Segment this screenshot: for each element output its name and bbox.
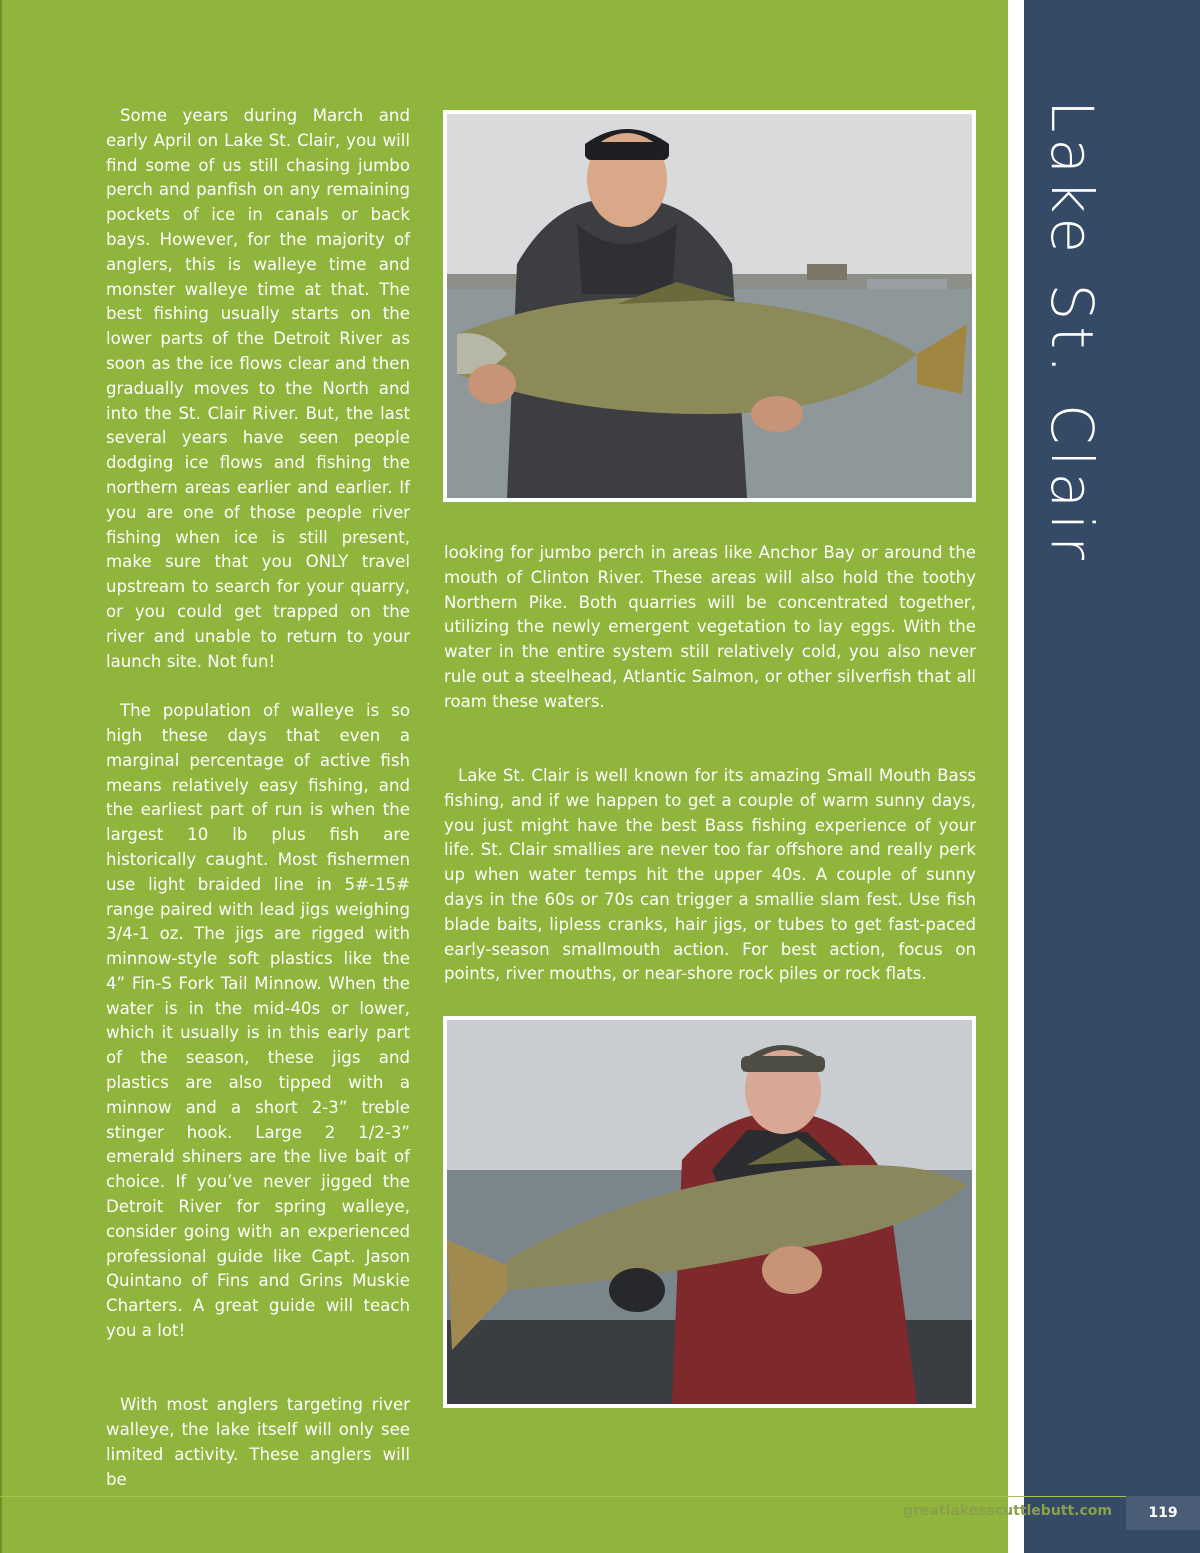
footer-divider [0, 1496, 1126, 1497]
walleye-photo-1-image [447, 114, 972, 498]
photo-angler-with-walleye-2 [443, 1016, 976, 1408]
left-text-column [106, 104, 410, 1493]
photo-angler-with-walleye-1 [443, 110, 976, 502]
paragraph-walleye-population: The population of walleye is so high these days that even a marginal percentage of active fish means relatively easy fishing, and the earliest part of run is when the largest 10 lb plus fish are historically caught. Most fishermen use light braided line in 5#-15# range paired with lead jigs weighing 3/4-1 oz. The jigs are rigged with minnow-style soft plastics like the 4” Fin-S Fork Tail Minnow. When the water is in the mid-40s or lower, which it usually is in this early part of the season, these jigs and plastics are also tipped with a minnow and a short 2-3” treble stinger hook. Large 2 1/2-3” emerald shiners are the live bait of choice. If you’ve never jigged the Detroit River for spring walleye, consider going with an experienced professional guide like Capt. Jason Quintano of Fins and Grins Muskie Charters. A great guide will teach you a lot! [106, 701, 410, 1341]
walleye-photo-2-image [447, 1020, 972, 1404]
footer-website-url: greatlakesscuttlebutt.com [902, 1503, 1112, 1519]
paragraph-intro: Some years during March and early April on Lake St. Clair, you will find some of us still chasing jumbo perch and panfish on any remaining pockets of ice in canals or back bays. However, for the majority of anglers, this is walleye time and monster walleye time at that. The best fishing usually starts on the lower parts of the Detroit River as soon as the ice flows clear and then gradually moves to the North and into the St. Clair River. But, the last several years have seen people dodging ice flows and fishing the northern areas earlier and earlier. If you are one of those people river fishing when ice is still present, make sure that you ONLY travel upstream to search for your quarry, or you could get trapped on the river and unable to return to your launch site. Not fun! [106, 106, 410, 671]
section-title-text: Lake St. Clair [1038, 100, 1106, 567]
right-text-block-1 [444, 541, 976, 715]
right-text-block-2 [444, 764, 976, 987]
paragraph-lake-anglers: With most anglers targeting river walleye, the lake itself will only see limited activity. These anglers will be [106, 1395, 410, 1489]
page-left-edge [0, 0, 2, 1553]
paragraph-smallmouth: Lake St. Clair is well known for its amazing Small Mouth Bass fishing, and if we happen to get a couple of warm sunny days, you just might have the best Bass fishing experience of your life. St. Clair smallies are never too far offshore and really perk up when water temps hit the upper 40s. A couple of sunny days in the 60s or 70s can trigger a smallie slam fest. Use fish blade baits, lipless cranks, hair jigs, or tubes to get fast-paced early-season smallmouth action. For best action, focus on points, river mouths, or near-shore rock piles or rock flats. [444, 766, 976, 984]
vertical-section-title [1040, 100, 1120, 570]
white-divider-strip [1008, 0, 1024, 1553]
page-number: 119 [1126, 1496, 1200, 1530]
paragraph-jumbo-perch: looking for jumbo perch in areas like Anchor Bay or around the mouth of Clinton River. These areas will also hold the toothy Northern Pike. Both quarries will be concentrated together, utilizing the newly emergent vegetation to lay eggs. With the water in the entire system still relatively cold, you also never rule out a steelhead, Atlantic Salmon, or other silverfish that all roam these waters. [444, 543, 976, 711]
